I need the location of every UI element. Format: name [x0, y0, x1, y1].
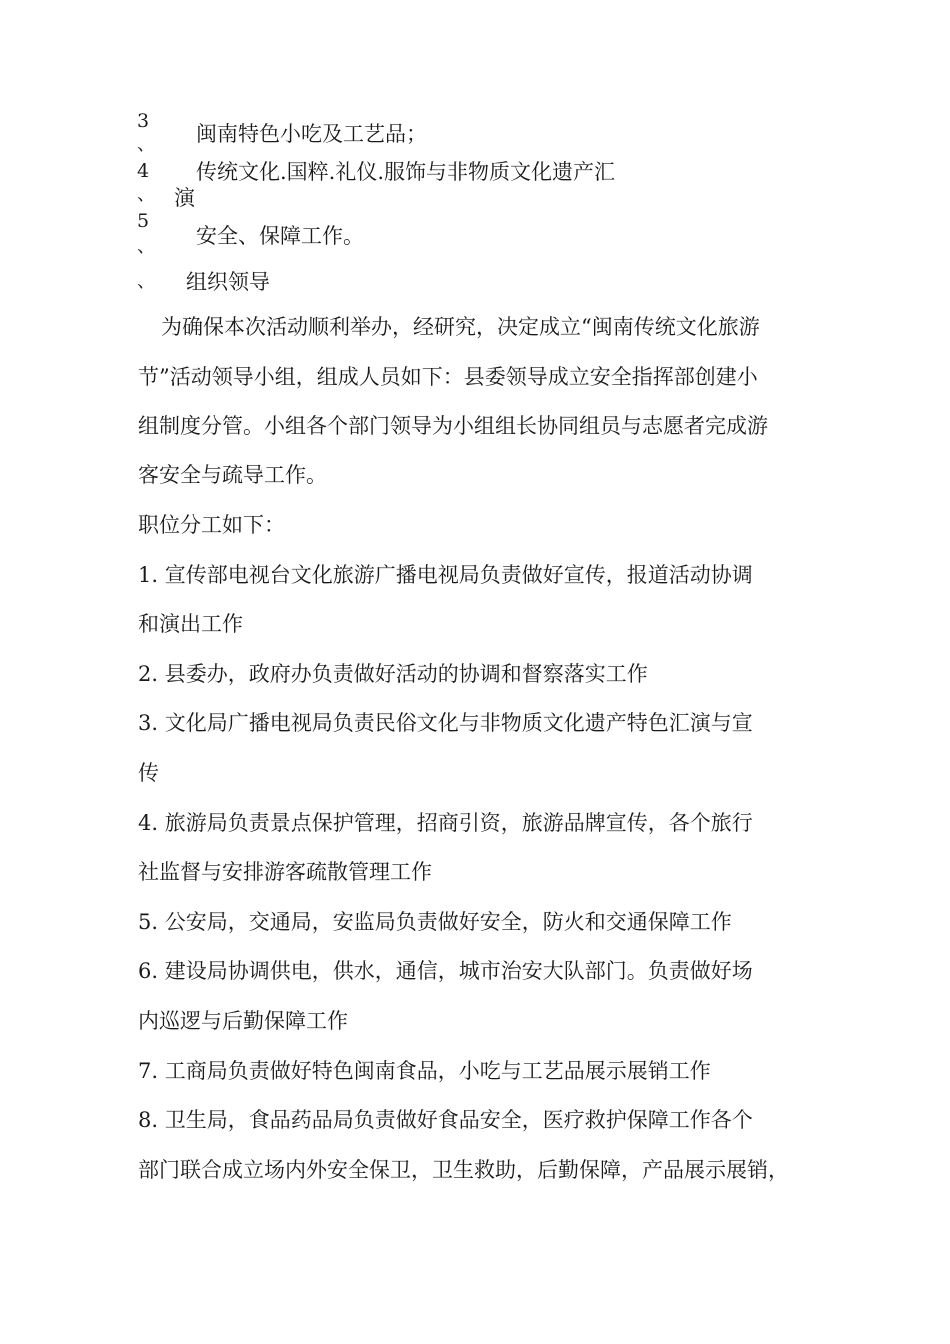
section-mark: 、	[137, 271, 155, 292]
duty-item-line: 部门联合成立场内外安全保卫，卫生救助，后勤保障，产品展示展销，	[138, 1158, 789, 1182]
list-item-text-continued: 演	[174, 186, 195, 210]
list-item-text: 安全、保障工作。	[196, 224, 364, 248]
section-title: 组织领导	[186, 270, 270, 294]
list-number-mark: 、	[137, 134, 155, 155]
duty-item-line: 6. 建设局协调供电，供水，通信，城市治安大队部门。负责做好场	[138, 959, 753, 983]
duty-item-line: 社监督与安排游客疏散管理工作	[138, 860, 432, 884]
list-number: 3	[137, 110, 150, 132]
list-item-text: 传统文化.国粹.礼仪.服饰与非物质文化遗产汇	[196, 160, 616, 184]
list-number: 5	[137, 210, 150, 232]
duty-item-line: 传	[138, 761, 159, 785]
duty-item-line: 1. 宣传部电视台文化旅游广播电视局负责做好宣传，报道活动协调	[138, 563, 753, 587]
duty-item-line: 和演出工作	[138, 612, 243, 636]
paragraph-line: 组制度分管。小组各个部门领导为小组组长协同组员与志愿者完成游	[138, 414, 768, 438]
duty-item-line: 8. 卫生局，食品药品局负责做好食品安全，医疗救护保障工作各个	[138, 1108, 753, 1132]
list-item-text: 闽南特色小吃及工艺品；	[196, 122, 427, 146]
duty-item-line: 2. 县委办，政府办负责做好活动的协调和督察落实工作	[138, 662, 648, 686]
duty-item-line: 3. 文化局广播电视局负责民俗文化与非物质文化遗产特色汇演与宣	[138, 711, 753, 735]
duty-item-line: 7. 工商局负责做好特色闽南食品，小吃与工艺品展示展销工作	[138, 1059, 711, 1083]
list-number: 4	[137, 160, 150, 182]
paragraph-line: 客安全与疏导工作。	[138, 463, 327, 487]
duties-heading: 职位分工如下：	[138, 513, 285, 537]
paragraph-line: 节”活动领导小组，组成人员如下：县委领导成立安全指挥部创建小	[138, 365, 758, 389]
duty-item-line: 5. 公安局，交通局，安监局负责做好安全，防火和交通保障工作	[138, 910, 732, 934]
paragraph-line: 为确保本次活动顺利举办，经研究，决定成立“闽南传统文化旅游	[161, 315, 760, 339]
duty-item-line: 内巡逻与后勤保障工作	[138, 1009, 348, 1033]
duty-item-line: 4. 旅游局负责景点保护管理，招商引资，旅游品牌宣传，各个旅行	[138, 811, 753, 835]
list-number-mark: 、	[137, 184, 155, 205]
list-number-mark: 、	[137, 236, 155, 257]
